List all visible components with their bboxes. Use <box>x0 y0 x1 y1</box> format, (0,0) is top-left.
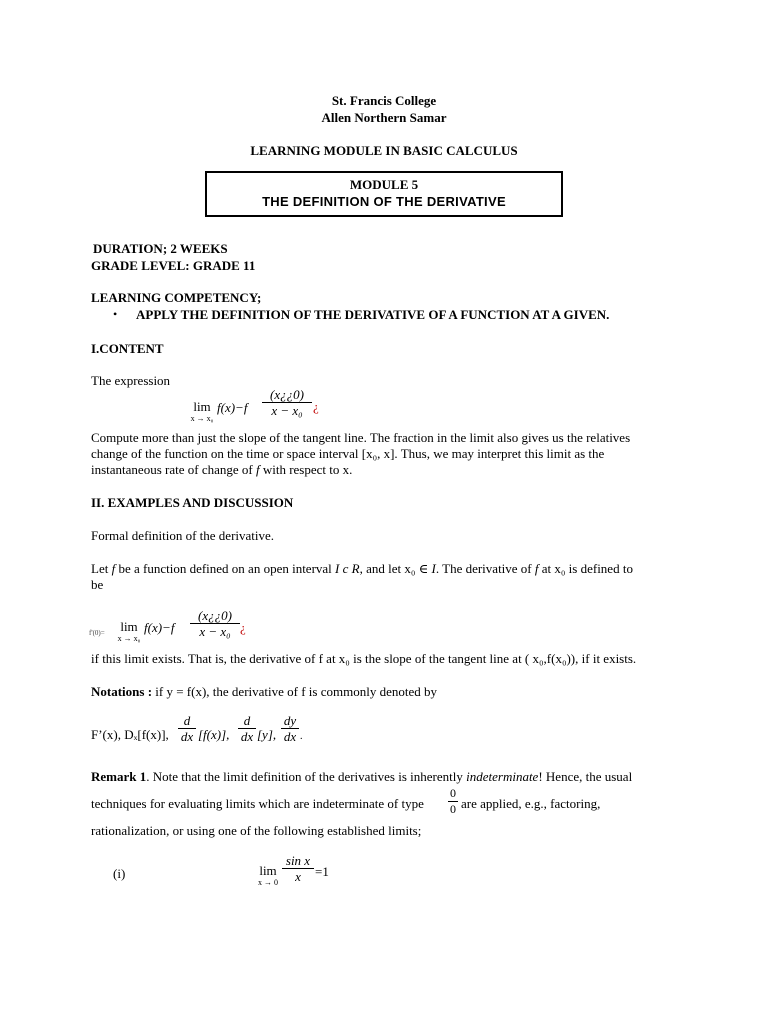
lim-operator: lim <box>193 399 211 414</box>
grade-level: GRADE LEVEL: GRADE 11 <box>91 258 256 273</box>
notation-part-1: F’(x), Dₓ[f(x)], <box>91 727 169 742</box>
lim-subscript: x → 0 <box>258 878 278 887</box>
formula-expression: f(x)−f <box>144 620 175 635</box>
lim-subscript: x → x₀ <box>190 414 214 423</box>
zero-over-zero: 0 0 <box>450 786 456 816</box>
remark-line-3: rationalization, or using one of the following established limits; <box>91 823 422 838</box>
formula-expression: f(x)−f <box>217 400 248 415</box>
limit-denominator: x <box>295 869 301 884</box>
be-text: be <box>91 577 104 592</box>
lim-operator: lim <box>259 863 277 878</box>
examples-heading: II. EXAMPLES AND DISCUSSION <box>91 495 294 510</box>
derivative-prefix: f'(0)= <box>89 629 105 637</box>
content-paragraph-line-2: change of the function on the time or space interval [x₀, x]. Thus, we may interpret this limit as the <box>91 446 605 461</box>
limit-numerator: sin x <box>285 853 311 868</box>
formula-denominator: x − x₀ <box>199 624 231 639</box>
notation-y: [y], <box>257 727 277 742</box>
competency-item: APPLY THE DEFINITION OF THE DERIVATIVE OF A FUNCTION AT A GIVEN. <box>136 307 610 322</box>
competency-heading: LEARNING COMPETENCY; <box>91 290 262 305</box>
limit-equals: =1 <box>315 864 329 879</box>
lim-operator: lim <box>120 619 138 634</box>
formula-denominator: x − x₀ <box>271 403 303 418</box>
module-number: MODULE 5 <box>349 177 419 192</box>
bullet-icon: • <box>113 307 118 321</box>
content-heading: I.CONTENT <box>91 341 164 356</box>
duration: DURATION; 2 WEEKS <box>93 241 228 256</box>
intro-text: The expression <box>91 373 171 388</box>
lim-subscript: x → x₀ <box>117 634 141 643</box>
school-location: Allen Northern Samar <box>321 110 447 125</box>
content-paragraph-line-1: Compute more than just the slope of the tangent line. The fraction in the limit also gives us the relatives <box>91 430 631 445</box>
school-name: St. Francis College <box>331 93 437 108</box>
content-paragraph-line-3: instantaneous rate of change of f with respect to x. <box>91 462 353 477</box>
formula-numerator: (x¿¿0) <box>198 608 232 623</box>
notations-line: Notations : if y = f(x), the derivative of f is commonly denoted by <box>91 684 437 699</box>
formal-definition-text: Formal definition of the derivative. <box>91 528 275 543</box>
notation-end: . <box>300 731 303 742</box>
module-title: THE DEFINITION OF THE DERIVATIVE <box>262 194 506 209</box>
limit-label: (i) <box>113 866 126 881</box>
notation-fx: [f(x)], <box>198 727 230 742</box>
formula-numerator: (x¿¿0) <box>270 387 304 402</box>
formula-tail: ¿ <box>240 620 246 635</box>
formula-tail: ¿ <box>313 399 319 414</box>
remark-line-1: Remark 1. Note that the limit definition of the derivatives is inherently indeterminate! Hence, the usual <box>91 769 633 784</box>
after-formula-text: if this limit exists. That is, the derivative of f at x₀ is the slope of the tangent line at ( x₀,f(x₀)), if it exists. <box>91 651 637 666</box>
remark-line-2-end: are applied, e.g., factoring, <box>461 796 601 811</box>
let-line: Let f be a function defined on an open interval I c R, and let x₀ ∈ I. The derivative of f at x₀ is defined to <box>91 561 633 576</box>
module-heading: LEARNING MODULE IN BASIC CALCULUS <box>250 143 518 158</box>
remark-line-2: techniques for evaluating limits which are indeterminate of type <box>91 796 424 811</box>
